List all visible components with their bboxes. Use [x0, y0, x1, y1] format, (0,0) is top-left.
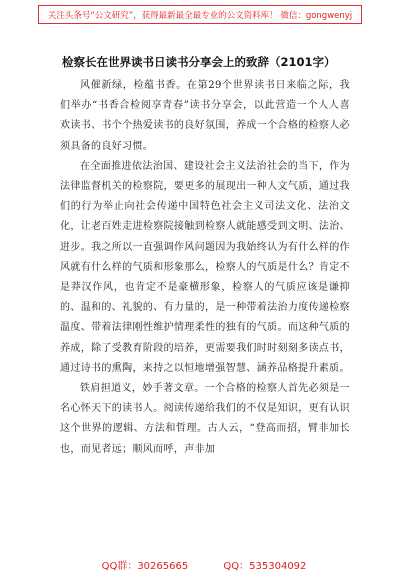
promo-banner [38, 5, 362, 24]
promo-banner-text: 关注头条号“公文研究”，获得最新最全最专业的公文资料库！ 微信：gongwenyj [47, 10, 353, 21]
paragraph-3: 铁肩担道义，妙手著文章。一个合格的检察人首先必须是一名心怀天下的读书人。阅读传递给我们的不仅是知识，更有认识这个世界的逻辑、方法和哲理。古人云，“登高而招，臂非加长也，而见者远；顺风而呼，声非加 [60, 383, 350, 455]
paragraph-2: 在全面推进依法治国、建设社会主义法治社会的当下，作为法律监督机关的检察院，要更多的展现出一种人文气质，通过我们的行为举止向社会传递中国特色社会主义司法文化、法治文化，让老百姓走进检察院接触到检察人就能感受到文明、法治、进步。我之所以一直强调作风问题因为我始终认为有什么样的作风就有什么样的气质和形象那么，检察人的气质是什么？肯定不是莽汉作风，也肯定不是豪横形象，检察人的气质应该是谦抑的、温和的、礼貌的、有力量的，是一种带着法治力度传递检察温度、带着法律刚性维护情理柔性的独有的气质。而这种气质的养成，除了受教育阶段的培养，更需要我们时时刻刻多读点书，通过诗书的熏陶，来持之以恒地增强智慧、涵养品格提升素质。 [60, 160, 350, 374]
document-body [60, 76, 350, 460]
document-title: 检察长在世界读书日读书分享会上的致辞（2101字） [62, 55, 336, 69]
paragraph-1: 风催新绿，检蕴书香。在第29个世界读书日来临之际，我们举办“书香合检阅享青春”读书分享会，以此营造一个人人喜欢读书、书个个热爱读书的良好氛围，养成一个合格的检察人必须具备的良好习惯。 [60, 80, 350, 152]
page-footer [0, 557, 408, 572]
footer-qq-group: QQ群：30265665 [101, 561, 189, 572]
footer-qq: QQ：535304092 [223, 561, 307, 572]
